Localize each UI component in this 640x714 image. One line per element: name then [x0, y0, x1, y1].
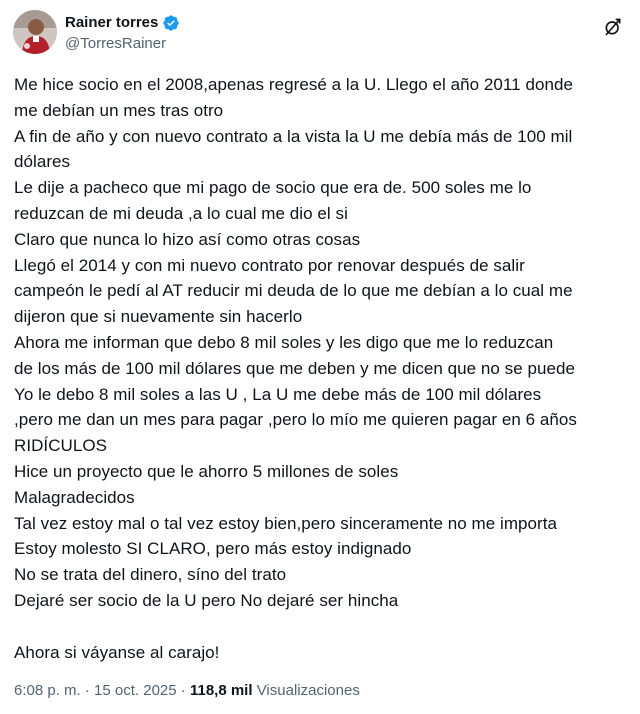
display-name[interactable]: Rainer torres — [65, 14, 159, 31]
grok-icon — [603, 17, 623, 37]
avatar-image — [13, 10, 57, 54]
handle[interactable]: @TorresRainer — [65, 35, 167, 52]
tweet-text: Me hice socio en el 2008,apenas regresé a la U. Llego el año 2011 donde me debían un mes tras otro A fin de año y con nuevo contrato a la vista la U me debía más de 100 mil dólares Le dije a pacheco que mi pago de socio que era de. 500 soles me lo reduzcan de mi deuda ,a lo cual me dio el si Claro que nunca lo hizo así como otras cosas Llegó el 2014 y con mi nuevo contrato por renovar después de salir campeón le pedí al AT reducir mi deuda de lo que me debían a lo cual me dijeron que si nuevamente sin hacerlo Ahora me informan que debo 8 mil soles y les digo que me lo reduzcan de los más de 100 mil dólares que me deben y me dicen que no se puede Yo le debo 8 mil soles a las U , La U me debe más de 100 mil dólares ,pero me dan un mes para pagar ,pero lo mío me quieren pagar en 6 años RIDÍCULOS Hice un proyecto que le ahorro 5 millones de soles Malagradecidos Tal vez estoy mal o tal vez estoy bien,pero sinceramente no me importa Estoy molesto SI CLARO, pero más estoy indignado No se trata del dinero, síno del trato Dejaré ser socio de la U pero No dejaré ser hincha Ahora si váyanse al carajo! — [14, 75, 577, 662]
tweet-date[interactable]: 15 oct. 2025 — [94, 682, 177, 699]
meta-separator: · — [84, 682, 90, 699]
grok-button[interactable] — [600, 14, 626, 40]
meta-separator: · — [180, 682, 186, 699]
tweet-meta — [14, 682, 360, 700]
tweet-header — [13, 10, 628, 58]
verified-badge-icon — [162, 14, 180, 32]
avatar[interactable] — [13, 10, 57, 54]
tweet-time[interactable]: 6:08 p. m. — [14, 682, 81, 699]
name-row — [65, 14, 180, 32]
views-count: 118,8 mil — [189, 682, 253, 699]
views-label: Visualizaciones — [256, 682, 360, 699]
